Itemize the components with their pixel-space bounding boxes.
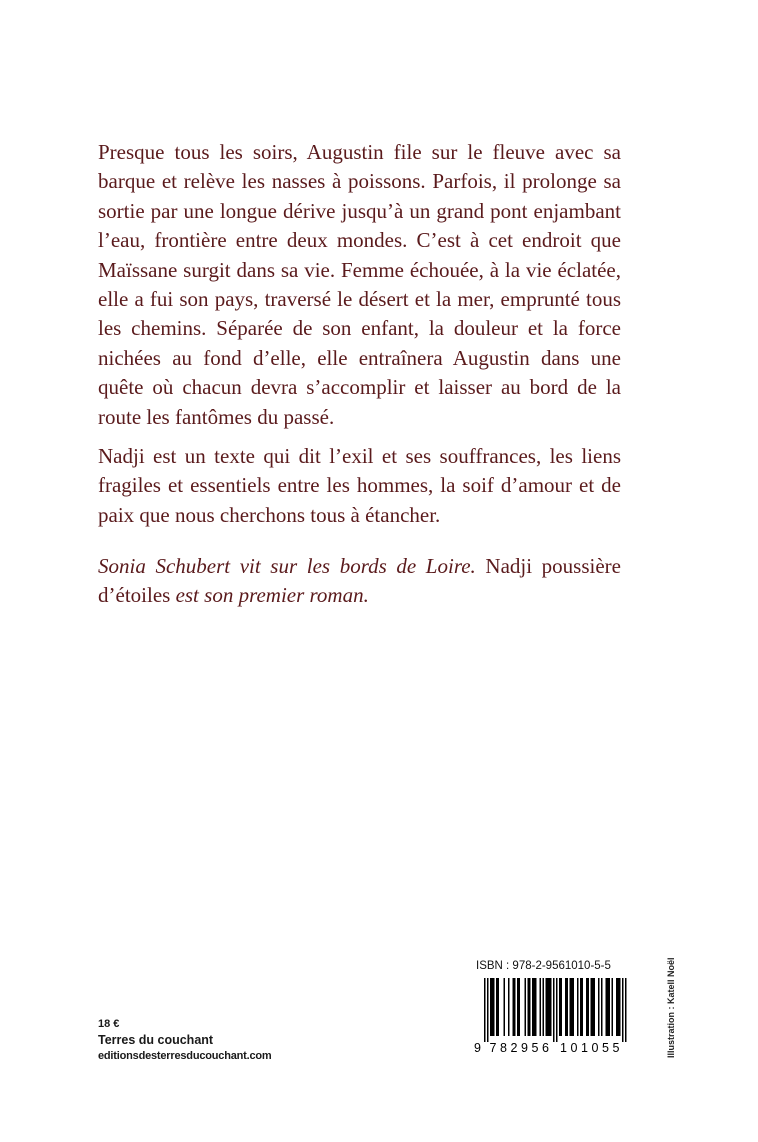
- barcode-digit: 9: [474, 1041, 481, 1054]
- barcode-digit: 9: [521, 1041, 528, 1054]
- barcode-bar: [622, 978, 624, 1042]
- barcode-bar: [618, 978, 620, 1036]
- barcode-bar: [559, 978, 561, 1036]
- illustration-credit: Illustration : Katell Noël: [666, 957, 676, 1058]
- barcode-digit: 1: [560, 1041, 567, 1054]
- barcode-digit: 8: [500, 1041, 507, 1054]
- barcode-bar: [490, 978, 492, 1036]
- barcode-bar: [546, 978, 548, 1036]
- barcode-bar: [609, 978, 611, 1036]
- barcode-bar: [553, 978, 555, 1042]
- barcode-bar: [514, 978, 516, 1036]
- barcode-bar: [619, 978, 621, 1036]
- barcode-bar: [616, 978, 618, 1036]
- author-note-bio: Sonia Schubert vit sur les bords de Loire.: [98, 554, 476, 578]
- barcode-bar: [519, 978, 521, 1036]
- barcode-icon: [472, 978, 630, 1054]
- barcode-bar: [601, 978, 603, 1036]
- barcode-bar: [594, 978, 596, 1036]
- barcode-bar: [540, 978, 542, 1036]
- barcode-bar: [573, 978, 575, 1036]
- isbn-label: ISBN : 978-2-9561010-5-5: [476, 960, 611, 972]
- barcode-bar: [625, 978, 627, 1042]
- barcode-bar: [571, 978, 573, 1036]
- synopsis-paragraph-2: Nadji est un texte qui dit l’exil et ses souffrances, les liens fragiles et essentiels entre les hommes, la soif d’amour et de paix que nous cherchons tous à étancher.: [98, 444, 621, 527]
- synopsis: [98, 138, 621, 540]
- barcode-bar: [550, 978, 552, 1036]
- barcode-bar: [547, 978, 549, 1036]
- barcode-digit: 2: [510, 1041, 518, 1054]
- price: 18 €: [98, 1018, 120, 1030]
- barcode-bar: [517, 978, 519, 1036]
- barcode-bar: [598, 978, 600, 1036]
- author-note: [98, 552, 621, 611]
- barcode-bar: [508, 978, 510, 1036]
- barcode-bar: [556, 978, 558, 1042]
- barcode-bar: [592, 978, 594, 1036]
- publisher-website: editionsdesterresducouchant.com: [98, 1050, 272, 1062]
- barcode-bar: [535, 978, 537, 1036]
- barcode-bar: [492, 978, 494, 1036]
- barcode-block: [472, 960, 630, 1052]
- barcode-digit: 6: [542, 1041, 549, 1054]
- barcode-digit: 0: [591, 1041, 599, 1054]
- barcode-digit: 0: [570, 1041, 578, 1054]
- barcode-digit: 1: [581, 1041, 588, 1054]
- publisher-block: [98, 1016, 272, 1063]
- barcode-digit: 7: [489, 1041, 497, 1054]
- barcode-bar: [607, 978, 609, 1036]
- barcode-bar: [543, 978, 545, 1036]
- barcode-bar: [588, 978, 590, 1036]
- barcode-bar: [567, 978, 569, 1036]
- barcode-bar: [529, 978, 531, 1036]
- synopsis-paragraph-1: Presque tous les soirs, Augustin file sur le fleuve avec sa barque et relève les nasses à poissons. Parfois, il prolonge sa sortie par une longue dérive jusqu’à un grand pont enjambant l’eau, frontière entre deux mondes. C’est à cet endroit que Maïssane surgit dans sa vie. Femme échouée, à la vie éclatée, elle a fui son pays, traversé le désert et la mer, emprunté tous les chemins. Séparée de son enfant, la douleur et la force nichées au fond d’elle, elle entraînera Augustin dans une quête où chacun devra s’accomplir et laisser au bord de la route les fantômes du passé.: [98, 140, 621, 429]
- barcode-bar: [534, 978, 536, 1036]
- barcode-digit: 5: [531, 1041, 539, 1054]
- barcode-bar: [525, 978, 527, 1036]
- barcode-bar: [532, 978, 534, 1036]
- barcode-bar: [561, 978, 563, 1036]
- publisher-name: Terres du couchant: [98, 1033, 214, 1047]
- barcode-bar: [591, 978, 593, 1036]
- barcode-bar: [487, 978, 489, 1042]
- barcode-bar: [606, 978, 608, 1036]
- barcode-bar: [498, 978, 500, 1036]
- barcode-digit: 5: [602, 1041, 609, 1054]
- barcode-bar: [612, 978, 614, 1036]
- barcode-bar: [513, 978, 515, 1036]
- barcode-bar: [484, 978, 486, 1042]
- barcode-bar: [580, 978, 582, 1036]
- author-note-first-novel: est son premier roman.: [175, 583, 369, 608]
- barcode-bar: [549, 978, 551, 1036]
- barcode-bar: [586, 978, 588, 1036]
- barcode-bar: [504, 978, 506, 1036]
- barcode-bar: [565, 978, 567, 1036]
- barcode-bar: [528, 978, 530, 1036]
- barcode-digit: 5: [612, 1041, 620, 1054]
- author-note-title: Nadji poussière d’étoiles: [98, 554, 621, 608]
- barcode-bar: [582, 978, 584, 1036]
- barcode-bar: [570, 978, 572, 1036]
- barcode-bar: [496, 978, 498, 1036]
- barcode-bar: [577, 978, 579, 1036]
- barcode-bar: [493, 978, 495, 1036]
